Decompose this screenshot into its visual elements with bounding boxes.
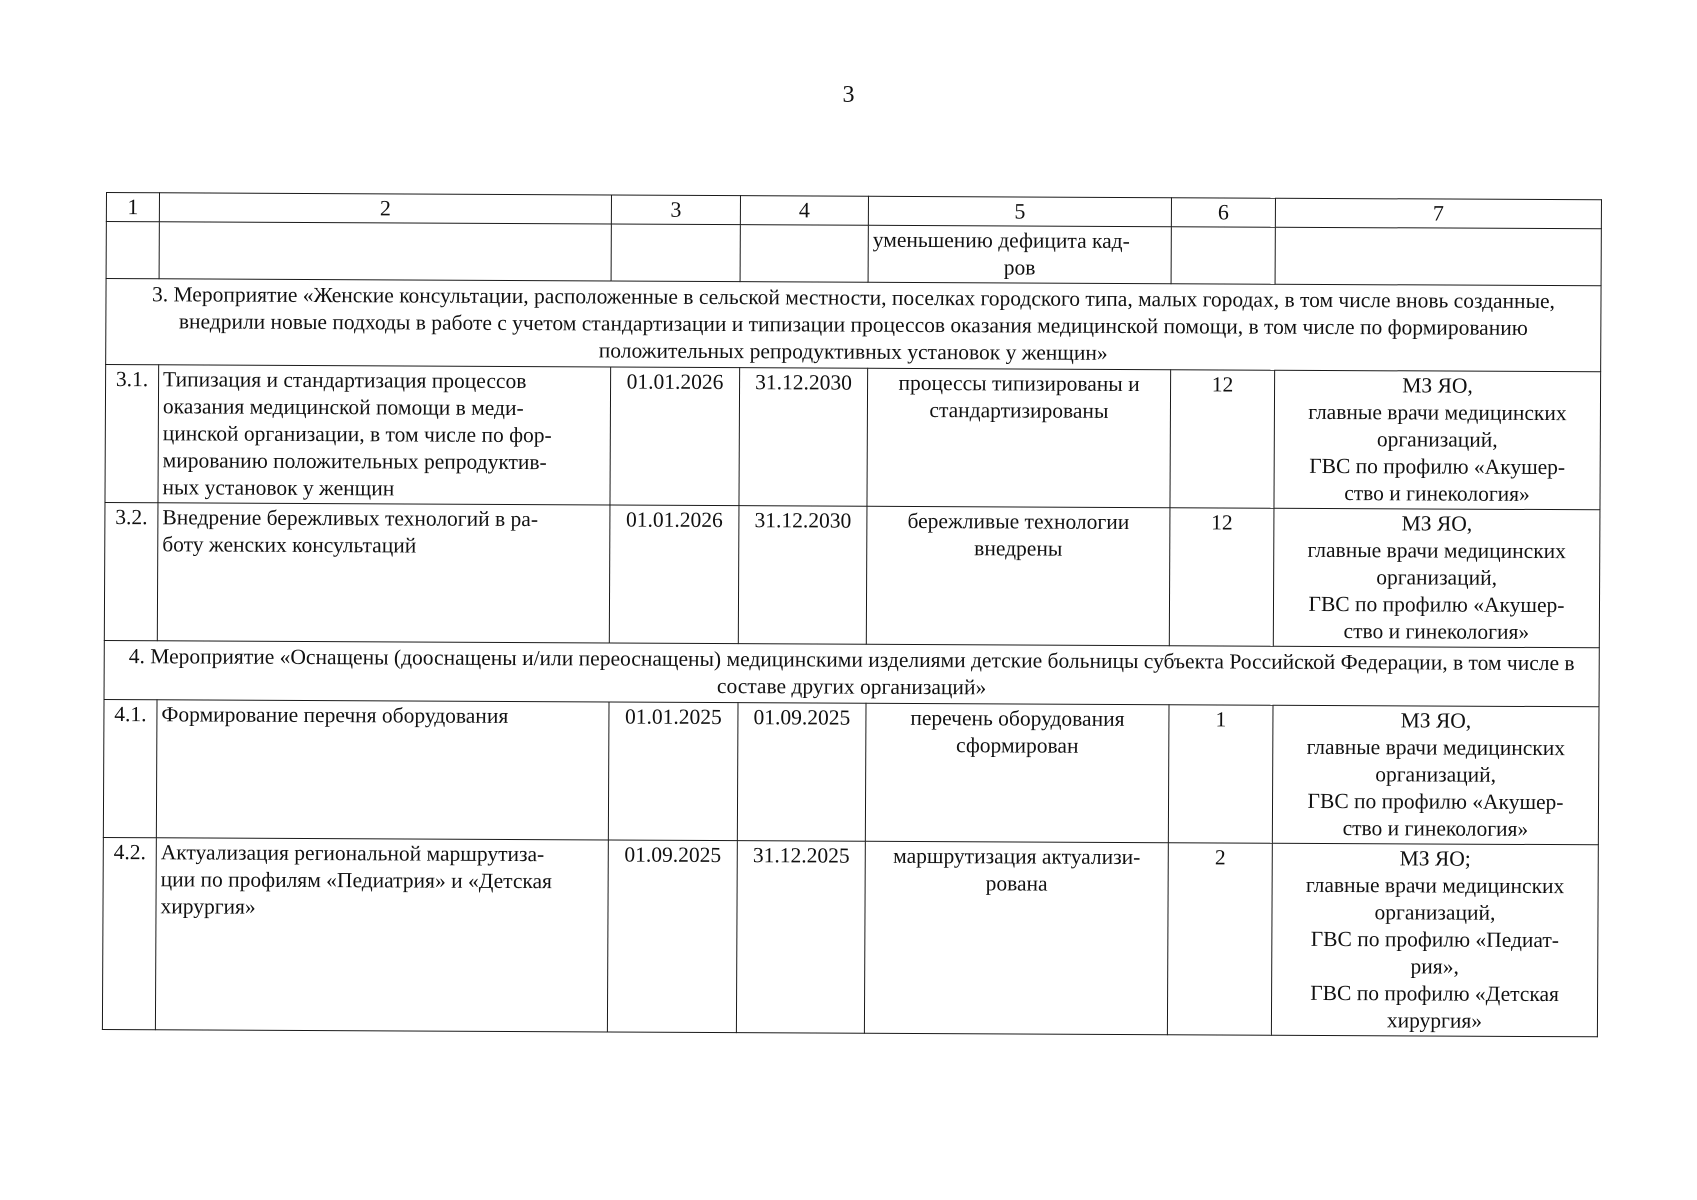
- count-cell: 12: [1170, 370, 1275, 509]
- responsible-cell: МЗ ЯО, главные врачи медицинских организаций, ГВС по профилю «Акушер- ство и гинекология»: [1274, 370, 1601, 510]
- measure-name-cell: Типизация и стандартизация процессов оказания медицинской помощи в меди- цинской организации, в том числе по фор- мированию положительных репродуктив- ных установок у женщин: [158, 365, 611, 505]
- row-number: 4.1.: [103, 699, 157, 837]
- result-cell: процессы типизированы и стандартизированы: [867, 368, 1171, 507]
- column-header-6: 6: [1171, 198, 1275, 228]
- column-header-3: 3: [611, 195, 740, 225]
- table-row: [105, 365, 1601, 510]
- section-3-title: 3. Мероприятие «Женские консультации, расположенные в сельской местности, поселках городского типа, малых городах, в том числе вновь созданные, внедрили новые подходы в работе с учетом стандартизации и типизации процессов оказания медицинской помощи, в том числе по формированию положительных репродуктивных установок у женщин»: [106, 279, 1601, 372]
- end-date: 31.12.2025: [736, 841, 865, 1034]
- column-header-1: 1: [106, 193, 159, 222]
- start-date: 01.01.2026: [609, 505, 739, 644]
- section-row-4: [104, 640, 1599, 706]
- count-cell: 12: [1169, 508, 1274, 647]
- count-cell: 2: [1167, 843, 1272, 1036]
- table-row: [102, 837, 1598, 1036]
- row-number: 3.2.: [104, 502, 158, 640]
- measure-name-cell: Актуализация региональной маршрутиза- ции по профилям «Педиатрия» и «Детская хирургия»: [155, 838, 608, 1032]
- end-date: 01.09.2025: [737, 703, 866, 842]
- row-number: 4.2.: [102, 837, 156, 1029]
- start-date: 01.09.2025: [607, 840, 737, 1033]
- end-date: 31.12.2030: [738, 506, 867, 645]
- table-row: [103, 699, 1599, 844]
- count-cell: 1: [1168, 705, 1273, 844]
- result-cell: бережливые технологии внедрены: [866, 506, 1170, 645]
- row-number: 3.1.: [105, 365, 159, 503]
- end-date: 31.12.2030: [739, 368, 868, 507]
- section-4-title: 4. Мероприятие «Оснащены (дооснащены и/или переоснащены) медицинскими изделиями детские больницы субъекта Российской Федерации, в том числе в составе других организаций»: [104, 640, 1599, 706]
- result-cell: маршрутизация актуализи- рована: [864, 841, 1168, 1034]
- continuation-result-cell: [868, 225, 1171, 283]
- column-header-7: 7: [1275, 198, 1601, 229]
- responsible-cell: МЗ ЯО, главные врачи медицинских организаций, ГВС по профилю «Акушер- ство и гинекология»: [1273, 508, 1600, 648]
- section-row-3: [106, 279, 1601, 372]
- start-date: 01.01.2025: [608, 702, 738, 841]
- continuation-row: [106, 222, 1601, 286]
- measure-name-cell: Формирование перечня оборудования: [156, 700, 609, 840]
- column-header-2: 2: [159, 193, 611, 224]
- responsible-cell: МЗ ЯО, главные врачи медицинских организаций, ГВС по профилю «Акушер- ство и гинекология»: [1272, 705, 1599, 845]
- responsible-cell: МЗ ЯО; главные врачи медицинских организаций, ГВС по профилю «Педиат- рия», ГВС по профилю «Детская хирургия»: [1271, 843, 1598, 1037]
- column-header-4: 4: [740, 196, 868, 226]
- column-header-5: 5: [868, 196, 1171, 226]
- measures-table: [102, 192, 1602, 1037]
- table-row: [104, 502, 1600, 647]
- result-line: ров: [1003, 255, 1036, 280]
- result-line: уменьшению дефицита кад-: [872, 227, 1130, 254]
- page-number: 3: [842, 82, 855, 108]
- start-date: 01.01.2026: [610, 367, 740, 506]
- measure-name-cell: Внедрение бережливых технологий в ра- боту женских консультаций: [157, 503, 610, 643]
- result-cell: перечень оборудования сформирован: [865, 703, 1169, 842]
